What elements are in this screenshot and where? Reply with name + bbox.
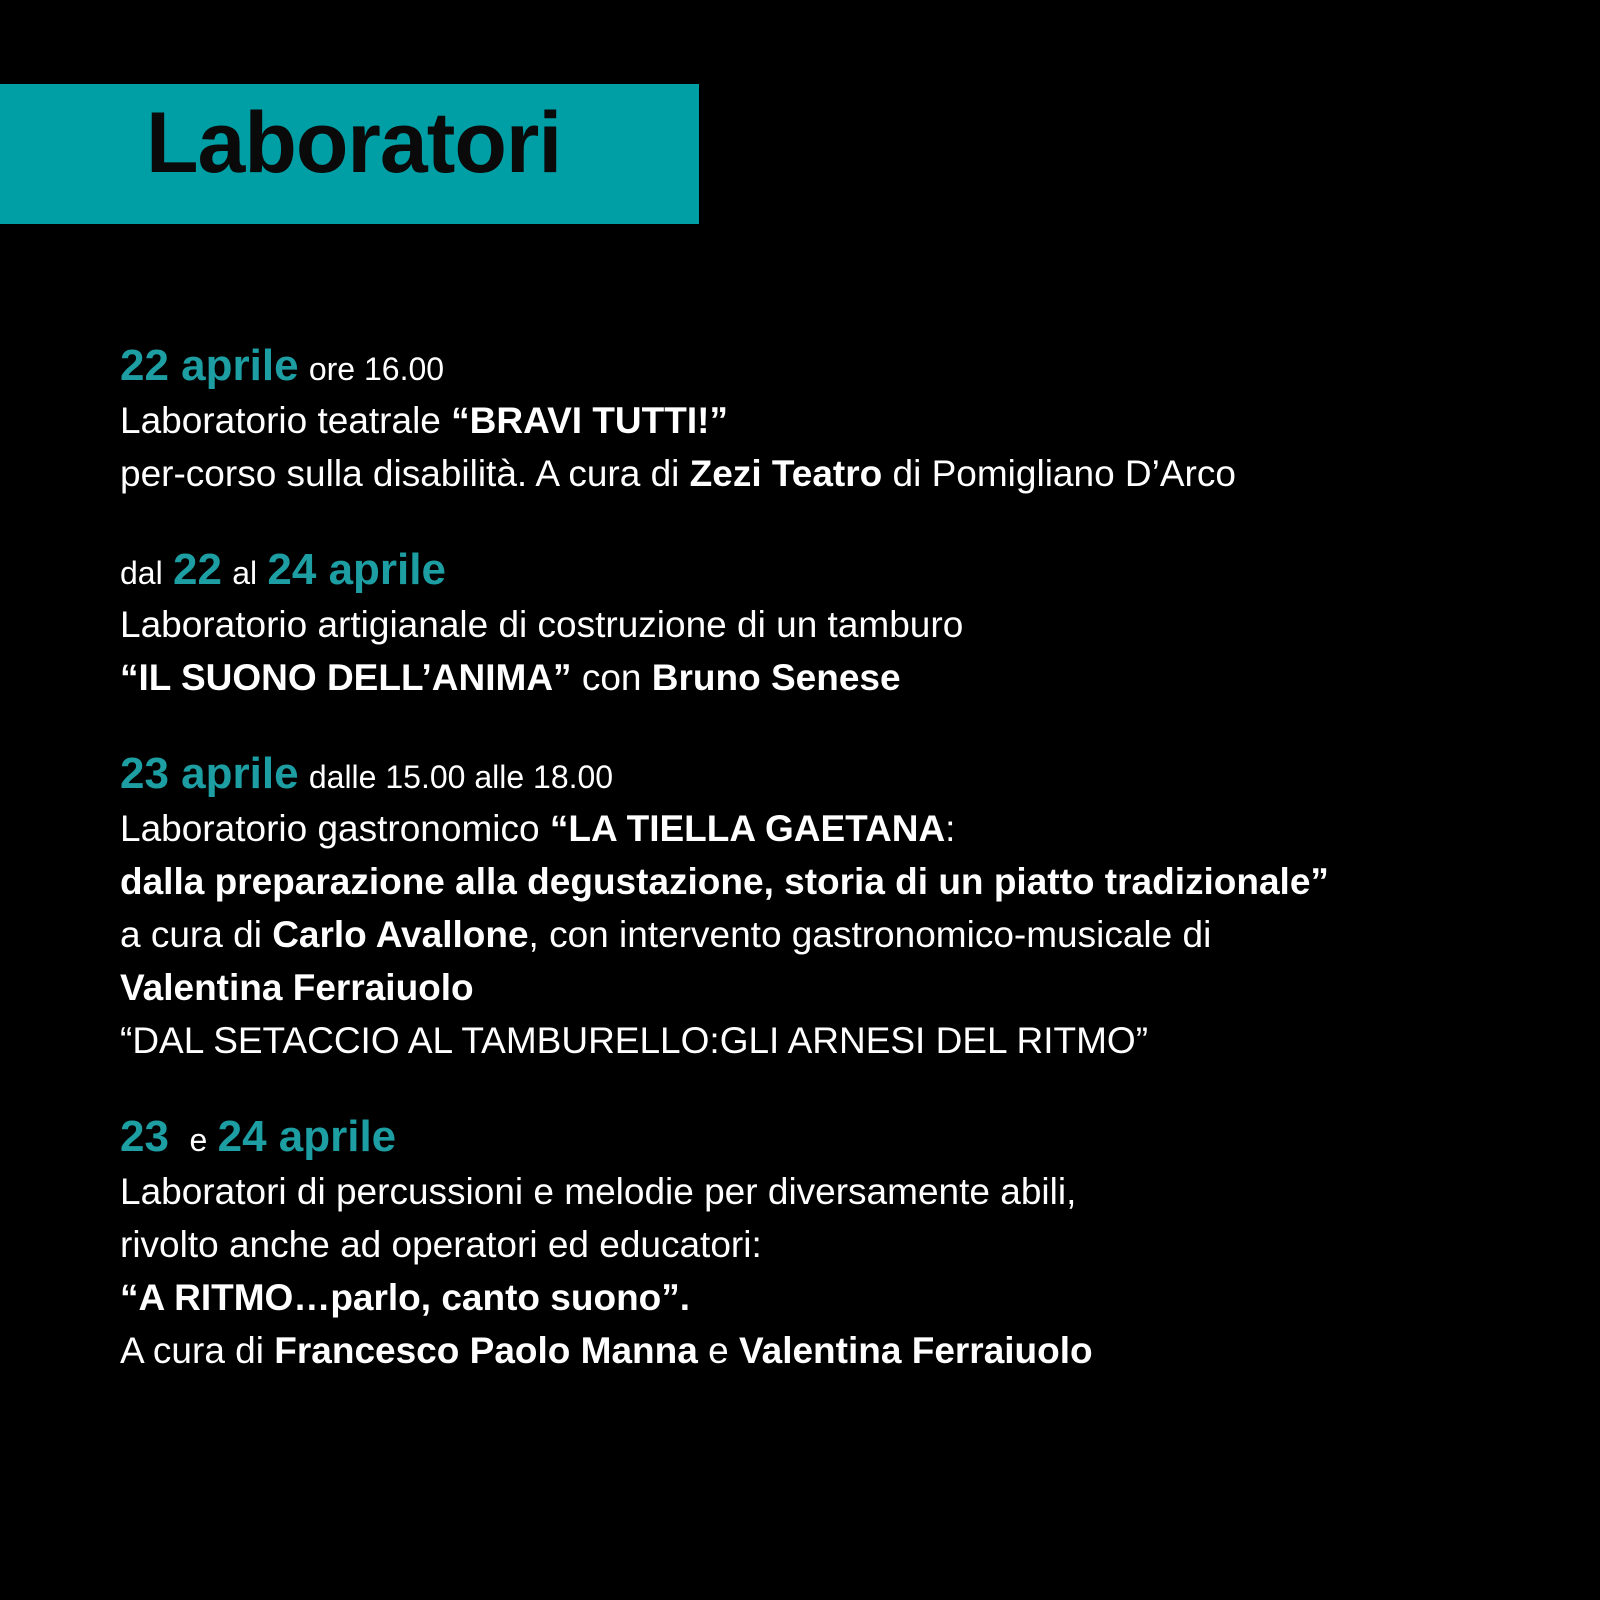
event-date-mid: e (189, 1122, 208, 1158)
event-text: di Pomigliano D’Arco (882, 453, 1236, 494)
event-text: A cura di (120, 1330, 275, 1371)
event-date-first: 23 (120, 1112, 169, 1161)
event-description (120, 598, 1580, 651)
event-organizer: Carlo Avallone (272, 914, 529, 955)
event-text: per-corso sulla disabilità. A cura di (120, 453, 690, 494)
event-list (120, 338, 1580, 1419)
event-organizer: Francesco Paolo Manna (274, 1330, 698, 1371)
event-description (120, 1271, 1580, 1324)
event-item (120, 746, 1580, 1067)
event-text: , con intervento gastronomico-musicale di (528, 914, 1212, 955)
event-date (120, 746, 1580, 802)
event-text: Laboratori di percussioni e melodie per diversamente abili, (120, 1171, 1077, 1212)
event-time: ore 16.00 (308, 351, 445, 387)
event-text: “DAL SETACCIO AL TAMBURELLO:GLI ARNESI DEL RITMO” (120, 1020, 1149, 1061)
event-organizer: Valentina Ferraiuolo (120, 967, 474, 1008)
event-text: rivolto anche ad operatori ed educatori: (120, 1224, 762, 1265)
event-title: “IL SUONO DELL’ANIMA” (120, 657, 572, 698)
event-date-second: 24 aprile (217, 1112, 397, 1161)
event-date-to: 24 aprile (267, 545, 446, 594)
event-title: “BRAVI TUTTI!” (451, 400, 728, 441)
event-text: con (571, 657, 652, 698)
event-description (120, 1014, 1580, 1067)
event-title: dalla preparazione alla degustazione, storia di un piatto tradizionale” (120, 861, 1329, 902)
event-text: Laboratorio teatrale (120, 400, 452, 441)
event-description (120, 1324, 1580, 1377)
event-item (120, 338, 1580, 500)
event-description (120, 855, 1580, 908)
event-date-main: 23 aprile (120, 749, 299, 798)
event-description (120, 447, 1580, 500)
event-description (120, 961, 1580, 1014)
event-description (120, 394, 1580, 447)
event-description (120, 1165, 1580, 1218)
event-date (120, 338, 1580, 394)
event-title: “LA TIELLA GAETANA (549, 808, 946, 849)
event-date-from: 22 (172, 545, 222, 594)
event-text: Laboratorio gastronomico (120, 808, 550, 849)
event-item (120, 1109, 1580, 1377)
event-text: : (945, 808, 956, 849)
event-text: a cura di (120, 914, 273, 955)
event-organizer: Bruno Senese (651, 657, 901, 698)
event-text: Laboratorio artigianale di costruzione di un tamburo (120, 604, 964, 645)
event-organizer: Valentina Ferraiuolo (738, 1330, 1093, 1371)
event-date-prefix: dal (120, 555, 163, 591)
event-text: e (697, 1330, 739, 1371)
event-date-mid: al (232, 555, 258, 591)
event-date (120, 542, 1580, 598)
page-title: Laboratori (146, 95, 562, 191)
event-description (120, 1218, 1580, 1271)
event-time: dalle 15.00 alle 18.00 (308, 759, 614, 795)
event-date-main: 22 aprile (120, 341, 299, 390)
event-description (120, 651, 1580, 704)
event-organizer: Zezi Teatro (689, 453, 883, 494)
event-item (120, 542, 1580, 704)
event-description (120, 908, 1580, 961)
event-date (120, 1109, 1580, 1165)
event-description (120, 802, 1580, 855)
event-title: “A RITMO…parlo, canto suono”. (120, 1277, 691, 1318)
